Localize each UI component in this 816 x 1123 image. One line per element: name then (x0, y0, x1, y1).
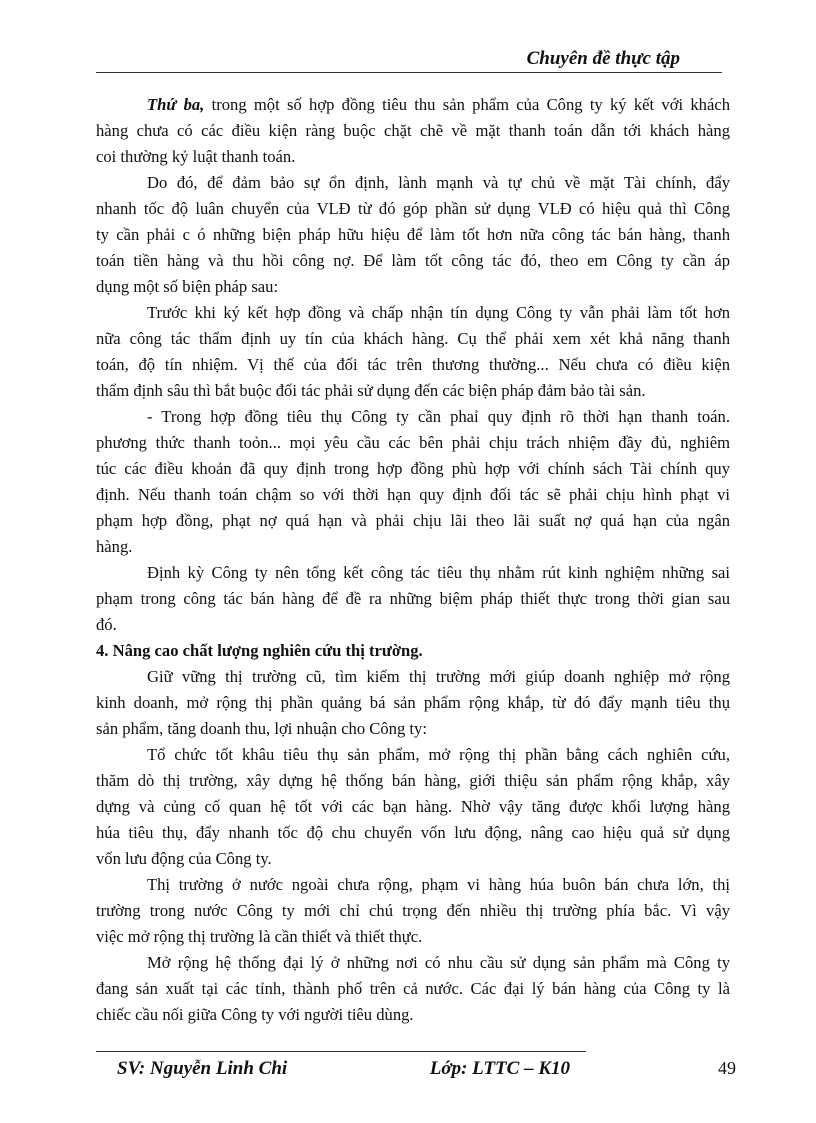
lead-phrase: Thứ ba, (147, 95, 205, 114)
paragraph-line: định. Nếu thanh toán chậm so với thời hạn quy định đối tác sẽ phải chịu hình phạt vi (96, 485, 730, 504)
paragraph-line: đang sản xuất tại các tỉnh, thành phố trên cả nước. Các đại lý bán hàng của Công ty là (96, 979, 730, 998)
line-text: trong một số hợp đồng tiêu thu sản phẩm của Công ty ký kết với khách (204, 95, 730, 114)
paragraph-line: nhanh tốc độ luân chuyển của VLĐ từ đó góp phần sử dụng VLĐ có hiệu quả thì Công (96, 199, 730, 218)
paragraph-line: Mở rộng hệ thống đại lý ở những nơi có nhu cầu sử dụng sản phẩm mà Công ty (147, 953, 730, 972)
paragraph-line: Thị trường ở nước ngoài chưa rộng, phạm vi hàng húa buôn bán chưa lớn, thị (147, 875, 730, 894)
section-heading: 4. Nâng cao chất lượng nghiên cứu thị trường. (96, 641, 423, 660)
paragraph-line: phạm hợp đồng, phạt nợ quá hạn và phải chịu lãi theo lãi suất nợ quá hạn của ngân (96, 511, 730, 530)
paragraph-line: thăm dò thị trường, xây dựng hệ thống bán hàng, giới thiệu sản phẩm rộng khắp, xây (96, 771, 730, 790)
paragraph-line: nữa công tác thẩm định uy tín của khách hàng. Cụ thể phải xem xét khả năng thanh (96, 329, 730, 348)
paragraph-line: Định kỳ Công ty nên tổng kết công tác tiêu thụ nhằm rút kinh nghiệm những sai (147, 563, 730, 582)
paragraph-line: phạm trong công tác bán hàng để đề ra những biệm pháp thiết thực trong thời gian sau (96, 589, 730, 608)
header-title: Chuyên đề thực tập (526, 48, 680, 69)
paragraph-line: việc mở rộng thị trường là cần thiết và thiết thực. (96, 927, 423, 946)
paragraph-line: húa tiêu thụ, đẩy nhanh tốc độ chu chuyển vốn lưu động, nâng cao hiệu quả sử dụng (96, 823, 730, 842)
footer-rule (96, 1051, 586, 1052)
paragraph-line: kinh doanh, mở rộng thị phần quảng bá sản phẩm rộng khắp, từ đó đẩy mạnh tiêu thụ (96, 693, 730, 712)
page-number: 49 (718, 1058, 736, 1078)
paragraph-line: vốn lưu động của Công ty. (96, 849, 272, 868)
paragraph-line: trường trong nước Công ty mới chỉ chú trọng đến nhiều thị trường phía bắc. Vì vậy (96, 901, 730, 920)
paragraph-line: chiếc cầu nối giữa Công ty với người tiêu dùng. (96, 1005, 414, 1024)
paragraph-line: - Trong hợp đồng tiêu thụ Công ty cần phaỉ quy định rõ thời hạn thanh toán. (147, 407, 730, 426)
paragraph-line: hàng. (96, 537, 133, 556)
paragraph-line: phương thức thanh toỏn... mọi yêu cầu các bên phải chịu trách nhiệm đầy đủ, nghiêm (96, 433, 730, 452)
footer-class: Lớp: LTTC – K10 (429, 1058, 570, 1079)
header-rule (96, 72, 722, 73)
paragraph-line: sản phẩm, tăng doanh thu, lợi nhuận cho Công ty: (96, 719, 427, 738)
paragraph-line: dựng và củng cố quan hệ tốt với các bạn hàng. Nhờ vậy tăng được khối lượng hàng (96, 797, 730, 816)
paragraph-line: hàng chưa có các điều kiện ràng buộc chặt chẽ về mặt thanh toán dẫn tới khách hàng (96, 121, 730, 140)
paragraph-line: Do đó, để đảm bảo sự ổn định, lành mạnh và tự chủ về mặt Tài chính, đẩy (147, 173, 730, 192)
paragraph-line: toán tiền hàng và thu hồi công nợ. Để làm tốt công tác đó, theo em Công ty cần áp (96, 251, 730, 270)
paragraph-line: Giữ vững thị trường cũ, tìm kiếm thị trường mới giúp doanh nghiệp mở rộng (147, 667, 730, 686)
paragraph-line (147, 95, 730, 115)
paragraph-line: túc các điều khoản đã quy định trong hợp đồng phù hợp với chính sách Tài chính quy (96, 459, 730, 478)
paragraph-line: thẩm định sâu thì bắt buộc đối tác phải sử dụng đến các biện pháp đảm bảo tài sản. (96, 381, 646, 400)
paragraph-line: toán, độ tín nhiệm. Vị thế của đối tác trên thương thường... Nếu chưa có điều kiện (96, 355, 730, 374)
paragraph-line: ty cần phải c ó những biện pháp hữu hiệu để làm tốt hơn nữa công tác bán hàng, thanh (96, 225, 730, 244)
paragraph-line: Tổ chức tốt khâu tiêu thụ sản phẩm, mở rộng thị phần bằng cách nghiên cứu, (147, 745, 730, 764)
paragraph-line: coi thường kỷ luật thanh toán. (96, 147, 296, 166)
footer-student: SV: Nguyễn Linh Chi (117, 1058, 288, 1079)
paragraph-line: đó. (96, 615, 117, 634)
paragraph-line: Trước khi ký kết hợp đồng và chấp nhận tín dụng Công ty vẫn phải làm tốt hơn (147, 303, 730, 322)
paragraph-line: dụng một số biện pháp sau: (96, 277, 279, 296)
